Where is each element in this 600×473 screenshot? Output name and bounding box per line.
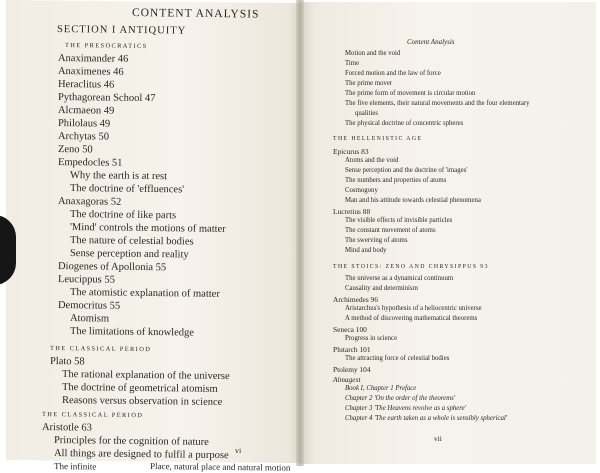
toc-entry: Leucippus 55 (57, 274, 115, 286)
toc-subentry: Aristarchus's hypothesis of a heliocentric universe (345, 305, 482, 312)
toc-subentry: Place, natural place and natural motion (149, 461, 291, 473)
toc-subentry: The prime mover (345, 80, 393, 87)
toc-subentry: Forced motion and the law of force (345, 70, 441, 77)
toc-entry: Lucretius 88 (333, 207, 371, 216)
toc-subentry: Atomism (69, 313, 110, 325)
toc-subentry: Principles for the cognition of nature (53, 435, 209, 448)
toc-subentry: The numbers and properties of atoms (345, 177, 447, 184)
toc-subentry: All things are designed to fulfil a purpose (53, 448, 229, 462)
section-heading: SECTION I ANTIQUITY (56, 24, 187, 37)
toc-subentry: Book I, Chapter 1 Preface (345, 385, 417, 392)
toc-subentry: Mind and body (345, 247, 387, 254)
toc-entry: Anaximander 46 (57, 53, 129, 65)
toc-subentry: Atoms and the void (345, 157, 399, 164)
toc-subentry: The physical doctrine of concentric spheres (345, 120, 464, 127)
subheading-hellenistic: THE HELLENISTIC AGE (333, 136, 423, 142)
subheading-stoics: THE STOICS: ZENO AND CHRYSIPPUS 93 (333, 264, 489, 270)
toc-subentry: Causality and determinism (345, 285, 418, 292)
page-number: vi (234, 446, 242, 456)
toc-subentry: The prime form of movement is circular motion (345, 90, 476, 97)
toc-entry: Plutarch 101 (333, 345, 371, 354)
toc-entry: Epicurus 83 (333, 147, 369, 156)
toc-subentry: Sense perception and the doctrine of 'images' (345, 167, 468, 174)
book-gutter (296, 0, 304, 466)
toc-entry: Heraclitus 46 (57, 79, 115, 91)
toc-entry: Diogenes of Apollonia 55 (57, 261, 167, 274)
page-title: CONTENT ANALYSIS (131, 7, 260, 21)
toc-subentry: The doctrine of 'effluences' (69, 183, 185, 196)
subheading-classical: THE CLASSICAL PERIOD (49, 345, 152, 354)
toc-subentry: Progress in science (345, 335, 398, 342)
toc-entry: Anaximenes 46 (57, 66, 124, 78)
toc-entry: Empedocles 51 (57, 157, 123, 169)
toc-subentry: The rational explanation of the universe (61, 369, 230, 383)
toc-subentry: Sense perception and reality (69, 248, 189, 261)
subheading-presocratics: THE PRESOCRATICS (64, 42, 148, 51)
toc-subentry: A method of discovering mathematical theorems (345, 315, 478, 322)
toc-subentry: The visible effects of invisible particles (345, 217, 453, 224)
toc-entry: Plato 58 (49, 356, 85, 368)
toc-entry: Philolaus 49 (57, 118, 111, 130)
toc-entry: Aristotle 63 (41, 422, 92, 434)
toc-entry: Archytas 50 (57, 131, 110, 143)
toc-entry: Almagest (333, 375, 361, 384)
toc-subentry: Man and his attitude towards celestial phenomena (345, 197, 481, 204)
toc-subentry: The attracting force of celestial bodies (345, 355, 450, 362)
toc-subentry: 'Mind' controls the motions of matter (69, 222, 226, 235)
toc-entry: Alcmaeon 49 (57, 105, 115, 117)
toc-subentry: Chapter 4 'The earth taken as a whole is sensibly spherical' (345, 415, 508, 422)
toc-subentry: The doctrine of geometrical atomism (61, 382, 218, 395)
toc-subentry: The five elements, their natural movements and the four elementary (345, 100, 530, 107)
toc-subentry: The atomistic explanation of matter (69, 287, 220, 300)
toc-entry: Democritus 55 (57, 300, 121, 312)
toc-subentry-cont: qualities (355, 110, 379, 117)
toc-subentry: The universe as a dynamical continuum (345, 275, 454, 282)
toc-entry: Pythagorean School 47 (57, 92, 156, 105)
toc-subentry: The swerving of atoms (345, 237, 408, 244)
toc-subentry: The constant movement of atoms (345, 227, 436, 234)
toc-subentry: The limitations of knowledge (69, 326, 194, 339)
toc-entry: Ptolemy 104 (333, 365, 371, 374)
toc-subentry: The doctrine of like parts (69, 209, 177, 222)
toc-entry: Seneca 100 (333, 325, 367, 334)
toc-subentry: Reasons versus observation in science (61, 395, 223, 408)
toc-subentry: The nature of celestial bodies (69, 235, 194, 248)
running-head: Content Analysis (407, 38, 455, 46)
toc-entry: Zeno 50 (57, 144, 93, 156)
toc-entry: Archimedes 96 (333, 295, 378, 304)
toc-subentry: Why the earth is at rest (69, 170, 168, 183)
toc-subentry: Cosmogony (345, 187, 378, 194)
toc-subentry: Chapter 3 'The Heavens revolve as a sphere' (345, 405, 467, 412)
toc-subentry: Chapter 2 'On the order of the theorems' (345, 395, 456, 402)
toc-subentry: Motion and the void (345, 50, 401, 57)
subheading-classical-2: THE CLASSICAL PERIOD (41, 411, 144, 420)
page-number: vii (434, 434, 442, 443)
toc-entry: Anaxagoras 52 (57, 196, 122, 208)
toc-subentry: Time (345, 60, 360, 67)
toc-subentry: The infinite (53, 461, 97, 472)
